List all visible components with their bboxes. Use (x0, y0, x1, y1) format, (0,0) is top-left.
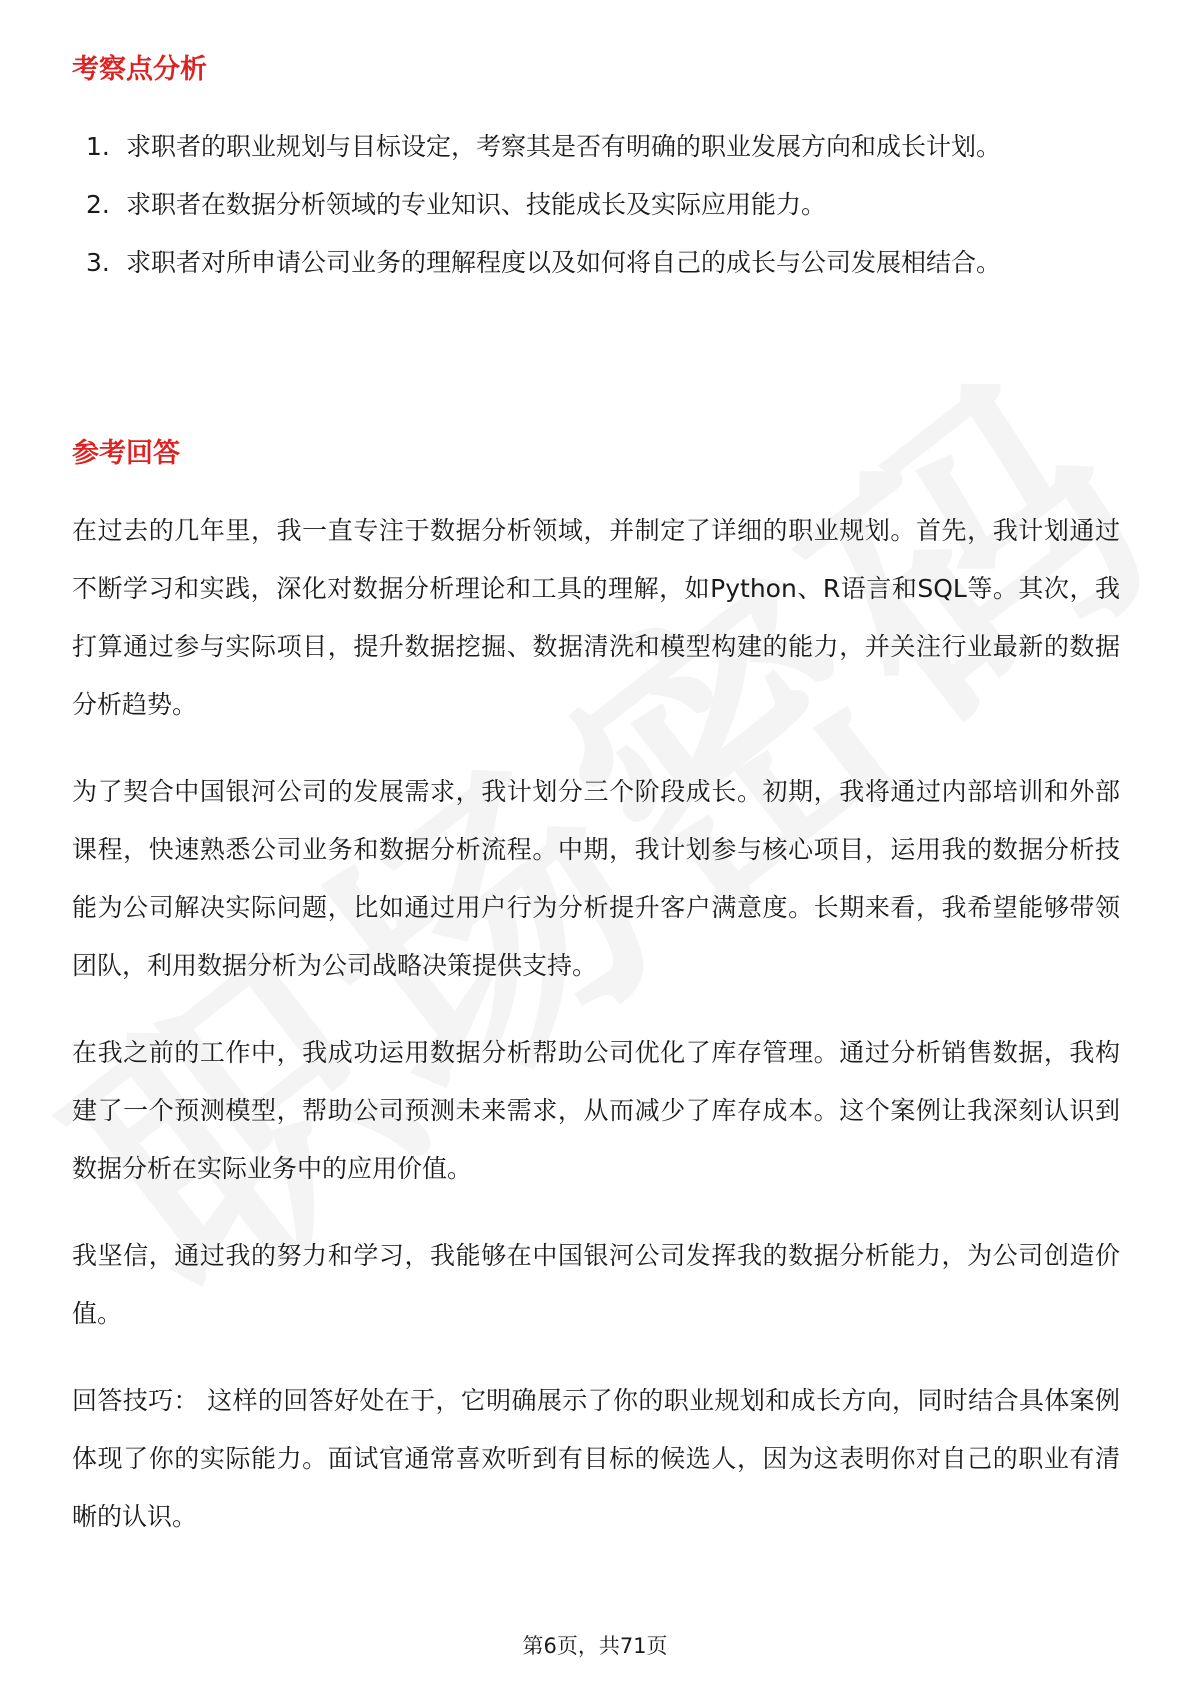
list-item-text: 求职者对所申请公司业务的理解程度以及如何将自己的成长与公司发展相结合。 (126, 248, 1002, 277)
section-title-analysis: 考察点分析 (72, 54, 207, 85)
analysis-points-list (72, 118, 1102, 292)
reference-answer-body (72, 502, 1120, 1575)
list-item (72, 118, 1102, 176)
list-item-text: 求职者在数据分析领域的专业知识、技能成长及实际应用能力。 (126, 190, 827, 219)
section-title-reference-answer: 参考回答 (72, 438, 180, 469)
page-number: 第6页，共71页 (522, 1634, 668, 1658)
list-item-text: 求职者的职业规划与目标设定，考察其是否有明确的职业发展方向和成长计划。 (126, 132, 1002, 161)
answer-paragraph: 我坚信，通过我的努力和学习，我能够在中国银河公司发挥我的数据分析能力，为公司创造价值。 (72, 1241, 1120, 1328)
answer-paragraph: 在过去的几年里，我一直专注于数据分析领域，并制定了详细的职业规划。首先，我计划通过不断学习和实践，深化对数据分析理论和工具的理解，如Python、R语言和SQL等。其次，我打算通过参与实际项目，提升数据挖掘、数据清洗和模型构建的能力，并关注行业最新的数据分析趋势。 (72, 516, 1120, 719)
list-item-number: 3. (86, 248, 110, 277)
answer-paragraph: 为了契合中国银河公司的发展需求，我计划分三个阶段成长。初期，我将通过内部培训和外部课程，快速熟悉公司业务和数据分析流程。中期，我计划参与核心项目，运用我的数据分析技能为公司解决实际问题，比如通过用户行为分析提升客户满意度。长期来看，我希望能够带领团队，利用数据分析为公司战略决策提供支持。 (72, 777, 1120, 980)
list-item (72, 176, 1102, 234)
list-item-number: 1. (86, 132, 110, 161)
list-item-number: 2. (86, 190, 110, 219)
answer-tips-paragraph: 回答技巧： 这样的回答好处在于，它明确展示了你的职业规划和成长方向，同时结合具体案例体现了你的实际能力。面试官通常喜欢听到有目标的候选人，因为这表明你对自己的职业有清晰的认识。 (72, 1386, 1120, 1531)
answer-paragraph: 在我之前的工作中，我成功运用数据分析帮助公司优化了库存管理。通过分析销售数据，我构建了一个预测模型，帮助公司预测未来需求，从而减少了库存成本。这个案例让我深刻认识到数据分析在实际业务中的应用价值。 (72, 1038, 1120, 1183)
list-item (72, 234, 1102, 292)
